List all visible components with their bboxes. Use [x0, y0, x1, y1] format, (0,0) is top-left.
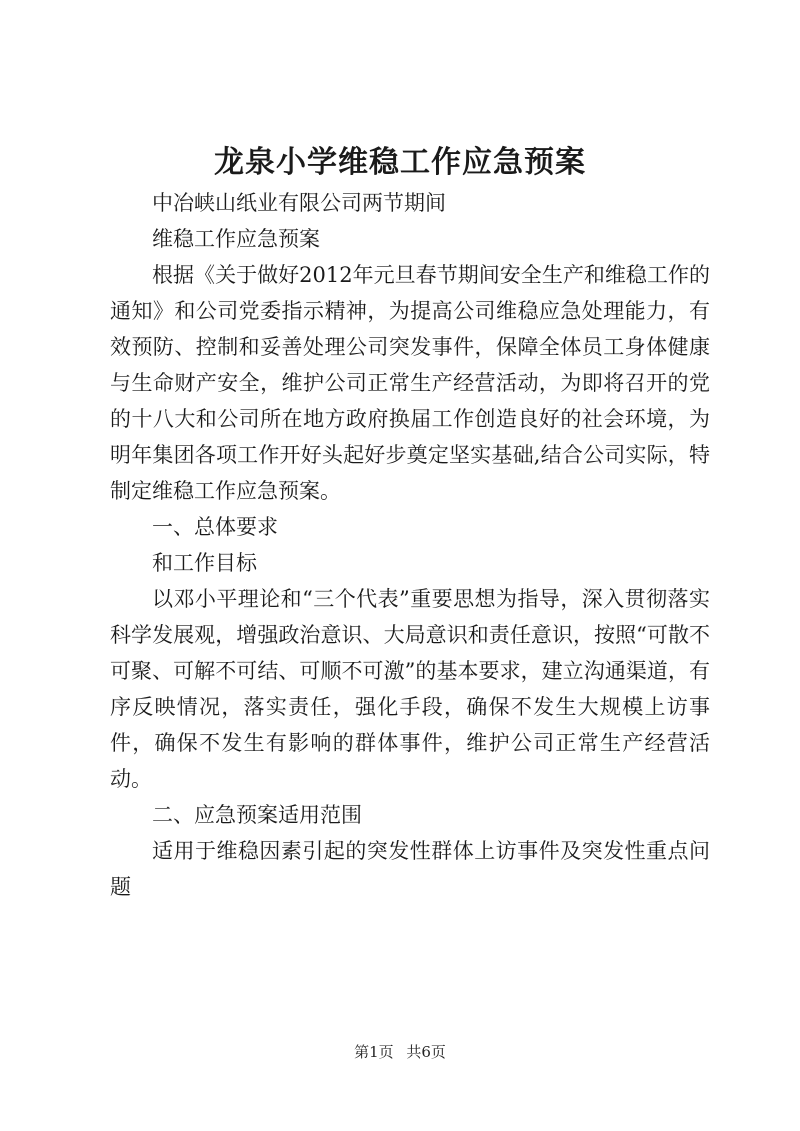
section-heading-1-continued: 和工作目标	[152, 551, 257, 575]
section-1-paragraph: 以邓小平理论和“三个代表”重要思想为指导，深入贯彻落实科学发展观，增强政治意识、大局意识和责任意识，按照“可散不可聚、可解不可结、可顺不可激”的基本要求，建立沟通渠道，有序反映情况，落实责任，强化手段，确保不发生大规模上访事件，确保不发生有影响的群体事件，维护公司正常生产经营活动。	[110, 587, 710, 791]
page-title: 龙泉小学维稳工作应急预案	[214, 145, 586, 180]
subtitle-line-2: 维稳工作应急预案	[152, 227, 320, 251]
intro-paragraph: 根据《关于做好2012年元旦春节期间安全生产和维稳工作的通知》和公司党委指示精神，为提高公司维稳应急处理能力，有效预防、控制和妥善处理公司突发事件，保障全体员工身体健康与生命财产安全，维护公司正常生产经营活动，为即将召开的党的十八大和公司所在地方政府换届工作创造良好的社会环境，为明年集团各项工作开好头起好步奠定坚实基础,结合公司实际，特制定维稳工作应急预案。	[110, 263, 710, 503]
document-body	[110, 185, 710, 905]
page-number: 第1页	[354, 1043, 394, 1061]
section-heading-2: 二、应急预案适用范围	[152, 803, 362, 827]
section-heading-1: 一、总体要求	[152, 515, 278, 539]
page-total: 共6页	[406, 1043, 446, 1061]
section-2-paragraph: 适用于维稳因素引起的突发性群体上访事件及突发性重点问题	[110, 839, 710, 899]
page-footer	[0, 1042, 800, 1062]
subtitle-line-1: 中冶峡山纸业有限公司两节期间	[152, 191, 446, 215]
